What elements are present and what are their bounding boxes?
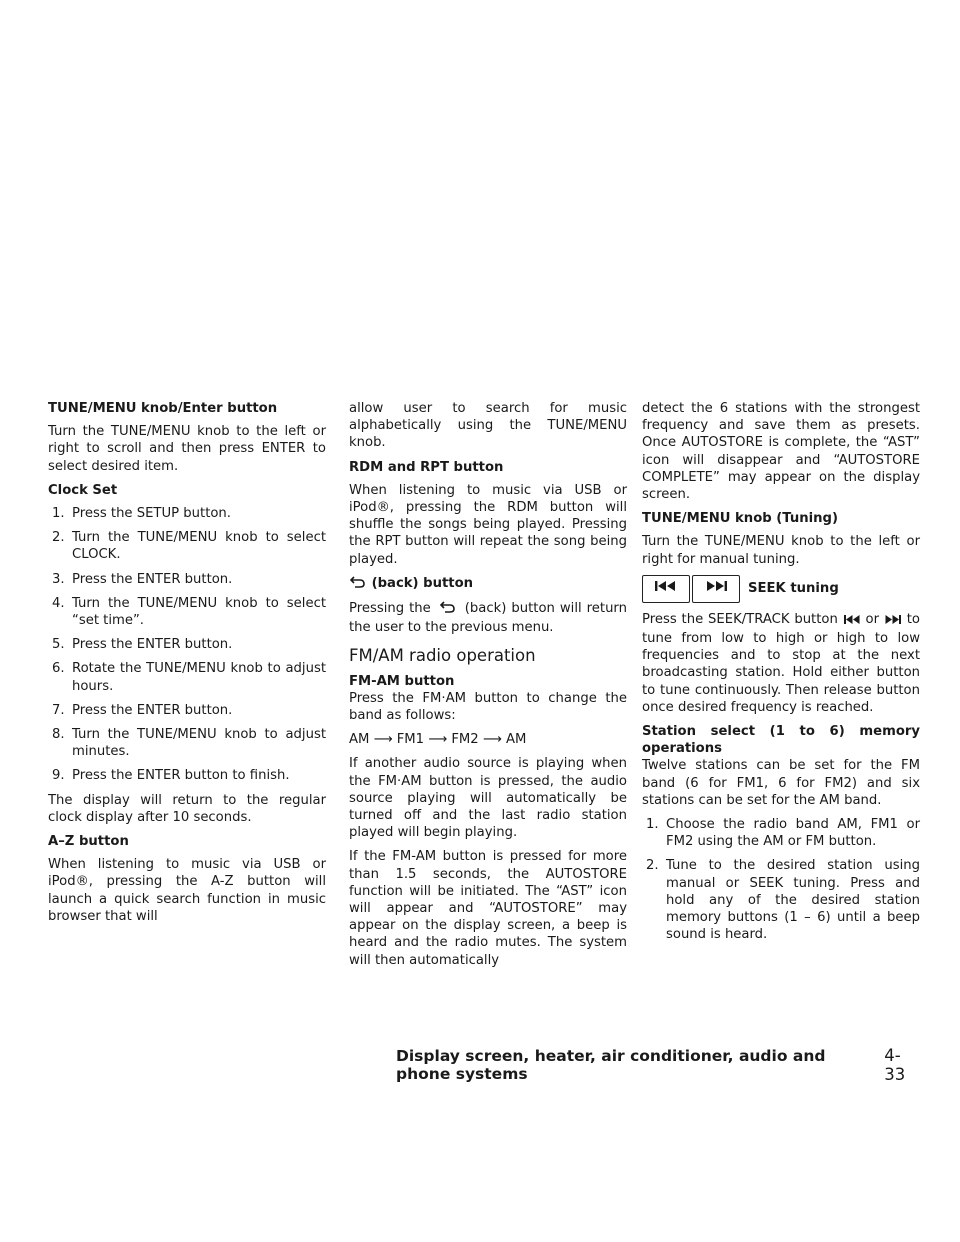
clock-set-steps [48,505,326,785]
step-number: 6. [52,661,65,677]
seek-text-or: or [865,611,880,627]
step-text: Press the ENTER button. [72,702,233,718]
station-select-steps [642,816,920,943]
step-number: 1. [646,817,659,833]
step-number: 4. [52,595,65,611]
list-item [48,571,326,588]
heading-back-button [349,575,627,594]
column-left [48,400,326,932]
list-item [48,529,326,563]
list-item [48,767,326,784]
paragraph-back-button [349,600,627,636]
list-item [48,595,326,629]
heading-tune-menu-tuning: TUNE/MENU knob (Tuning) [642,511,839,527]
seek-forward-button-illustration [692,575,740,603]
seek-back-button-illustration [642,575,690,603]
list-item [48,702,326,719]
step-number: 2. [52,530,65,546]
step-text: Press the ENTER button. [72,571,233,587]
seek-back-icon [843,613,861,630]
list-item [48,636,326,653]
step-number: 9. [52,768,65,784]
seek-back-icon [654,580,678,597]
list-item [642,857,920,943]
list-item [48,726,326,760]
step-number: 2. [646,858,659,874]
page-footer [396,1046,916,1084]
step-text: Turn the TUNE/MENU knob to adjust minutes. [72,727,326,760]
paragraph-tuning: Turn the TUNE/MENU knob to the left or right for manual tuning. [642,534,920,567]
step-text: Choose the radio band AM, FM1 or FM2 using the AM or FM button. [666,817,920,850]
heading-fm-am-button: FM-AM button [349,673,455,689]
back-text-pre: Pressing the [349,601,431,617]
list-item [48,505,326,522]
heading-tune-menu-enter: TUNE/MENU knob/Enter button [48,401,278,416]
heading-back-text: (back) button [371,575,474,591]
paragraph-az-continued: allow user to search for music alphabetically using the TUNE/MENU knob. [349,401,627,451]
step-number: 7. [52,702,65,718]
paragraph-rdm-rpt: When listening to music via USB or iPod®, pressing the RDM button will shuffle the songs being played. Pressing the RPT button will repeat the song being played. [349,482,627,567]
list-item [48,660,326,694]
step-text: Press the ENTER button. [72,637,233,653]
heading-clock-set: Clock Set [48,482,118,498]
footer-chapter-title: Display screen, heater, air conditioner, audio and phone systems [396,1047,826,1083]
step-text: Tune to the desired station using manual or SEEK tuning. Press and hold any of the desired station memory buttons (1 – 6) until a beep sound is heard. [666,858,920,943]
back-text-post: (back) button will return the user to the previous menu. [349,601,627,636]
seek-forward-icon [704,580,728,597]
step-number: 8. [52,727,65,743]
paragraph-fm-am-press: Press the FM·AM button to change the band as follows: [349,690,627,724]
heading-az-button: A–Z button [48,834,129,850]
heading-seek-tuning: SEEK tuning [748,581,839,597]
seek-tuning-heading [642,575,920,603]
heading-station-select: Station select (1 to 6) memory operations [642,724,920,757]
step-text: Press the SETUP button. [72,506,231,522]
step-text: Turn the TUNE/MENU knob to select “set time”. [72,595,326,629]
paragraph-autostore-detect: detect the 6 stations with the strongest frequency and save them as presets. Once AUTOSTORE is complete, the “AST” icon will disappear and “AUTOSTORE COMPLETE” may appear on the display screen. [642,401,920,503]
paragraph-az-button: When listening to music via USB or iPod®, pressing the A-Z button will launch a quick search function in music browser that will [48,857,326,924]
back-arrow-icon [436,600,460,619]
paragraph-autostore: If the FM-AM button is pressed for more than 1.5 seconds, the AUTOSTORE function will be initiated. The “AST” icon will appear and “AUTOSTORE” may appear on the display screen, a beep is heard and the radio mutes. The system will then automatically [349,849,627,968]
step-text: Turn the TUNE/MENU knob to select CLOCK. [72,530,326,563]
paragraph-seek [642,611,920,716]
paragraph-other-source: If another audio source is playing when the FM·AM button is pressed, the audio source playing will automatically be turned off and the last radio station played will begin playing. [349,756,627,841]
back-arrow-icon [349,575,367,594]
step-text: Press the ENTER button to finish. [72,768,290,784]
seek-forward-icon [884,613,902,630]
step-number: 5. [52,637,65,653]
step-text: Rotate the TUNE/MENU knob to adjust hours. [72,661,326,694]
seek-text-pre: Press the SEEK/TRACK button [642,611,838,627]
paragraph-display-return: The display will return to the regular clock display after 10 seconds. [48,792,326,825]
step-number: 1. [52,506,65,522]
heading-rdm-rpt: RDM and RPT button [349,459,504,475]
step-number: 3. [52,571,65,587]
list-item [642,816,920,850]
page-number: 4-33 [884,1046,906,1084]
seek-text-post: to tune from low to high or high to low frequencies and to stop at the next broadcasting station. Hold either button to tune continuously. Then release button once desired frequency is reached. [642,611,920,715]
column-right [642,400,920,950]
column-middle [349,400,627,976]
paragraph-station-select: Twelve stations can be set for the FM band (6 for FM1, 6 for FM2) and six stations can be set for the AM band. [642,758,920,808]
section-title-fm-am: FM/AM radio operation [349,646,536,666]
paragraph-tune-menu: Turn the TUNE/MENU knob to the left or right to scroll and then press ENTER to select desired item. [48,424,326,474]
paragraph-band-sequence: AM ⟶ FM1 ⟶ FM2 ⟶ AM [349,732,527,748]
